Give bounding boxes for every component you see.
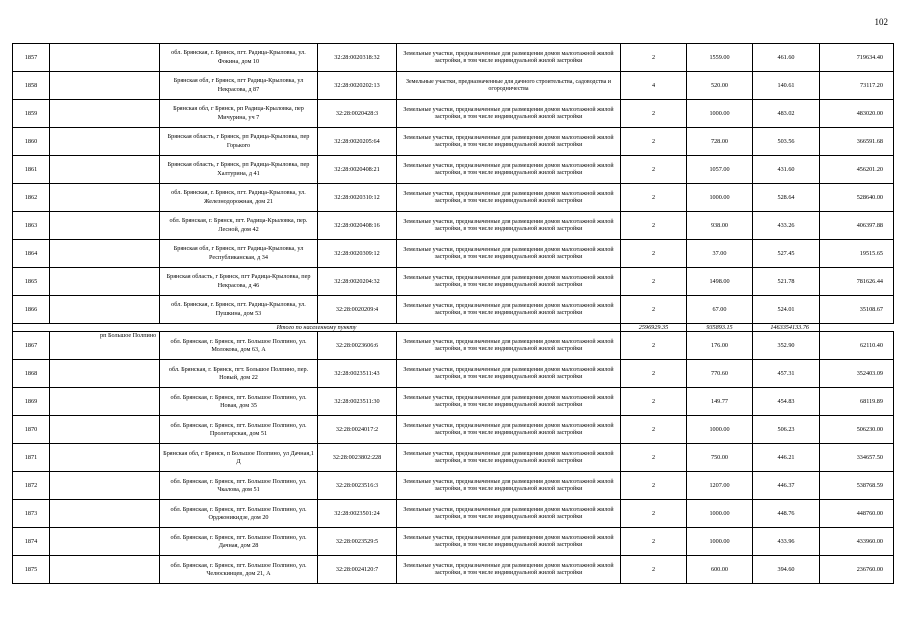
row-number: 1865	[13, 268, 50, 296]
specific-value-cell: 431.60	[753, 156, 820, 184]
address-cell: обл. Брянская, г. Брянск, пгт. Большое Полпино, ул. Новая, дом 35	[160, 388, 318, 416]
total-cost: 1463354133.76	[753, 324, 820, 332]
settlement-name: рп Большое Полпино	[50, 332, 160, 360]
use-group-cell: 2	[621, 268, 687, 296]
cadastral-number-cell: 32:28:0020318:32	[318, 44, 397, 72]
cadastral-cost-cell: 236760.00	[820, 556, 894, 584]
table-row	[13, 212, 894, 240]
cadastral-number-cell: 32:28:0020309:12	[318, 240, 397, 268]
area-cell: 1498.00	[687, 268, 753, 296]
address-cell: Брянская обл, г Брянск, рп Радица-Крыловка, пер Мичурина, уч 7	[160, 100, 318, 128]
specific-value-cell: 527.45	[753, 240, 820, 268]
area-cell: 1000.00	[687, 100, 753, 128]
table-row	[13, 128, 894, 156]
specific-value-cell: 394.60	[753, 556, 820, 584]
land-use-cell: Земельные участки, предназначенные для размещения домов малоэтажной жилой застройки, в том числе индивидуальной жилой застройки	[397, 268, 621, 296]
table-row	[13, 240, 894, 268]
use-group-cell: 2	[621, 444, 687, 472]
land-use-cell: Земельные участки, предназначенные для размещения домов малоэтажной жилой застройки, в том числе индивидуальной жилой застройки	[397, 156, 621, 184]
area-cell: 770.60	[687, 360, 753, 388]
settlement-cell	[50, 212, 160, 240]
address-cell: Брянская обл, г Брянск, пгт Радица-Крыловка, ул Некрасова, д 87	[160, 72, 318, 100]
table-row	[13, 528, 894, 556]
settlement-cell	[50, 556, 160, 584]
row-number: 1870	[13, 416, 50, 444]
table-row	[13, 296, 894, 324]
settlement-cell	[50, 416, 160, 444]
cadastral-cost-cell: 366591.68	[820, 128, 894, 156]
cadastral-number-cell: 32:28:0020310:12	[318, 184, 397, 212]
land-use-cell: Земельные участки, предназначенные для размещения домов малоэтажной жилой застройки, в том числе индивидуальной жилой застройки	[397, 528, 621, 556]
specific-value-cell: 524.01	[753, 296, 820, 324]
address-cell: Брянская обл, г Брянск, п Большое Полпино, ул Дачная,1 Д	[160, 444, 318, 472]
specific-value-cell: 506.23	[753, 416, 820, 444]
cadastral-number-cell: 32:28:0023802:228	[318, 444, 397, 472]
cadastral-cost-cell: 433960.00	[820, 528, 894, 556]
land-use-cell: Земельные участки, предназначенные для размещения домов малоэтажной жилой застройки, в том числе индивидуальной жилой застройки	[397, 472, 621, 500]
area-cell: 1207.00	[687, 472, 753, 500]
page-number: 102	[874, 17, 888, 27]
use-group-cell: 2	[621, 360, 687, 388]
address-cell: Брянская обл, г Брянск, пгт Радица-Крыловка, ул Республиканская, д 34	[160, 240, 318, 268]
land-use-cell: Земельные участки, предназначенные для дачного строительства, садоводства и огородничества	[397, 72, 621, 100]
cadastral-number-cell: 32:28:0024120:7	[318, 556, 397, 584]
table-row	[13, 472, 894, 500]
settlement-cell	[50, 388, 160, 416]
row-number: 1864	[13, 240, 50, 268]
address-cell: обл. Брянская, г. Брянск, пгт. Радица-Крыловка, пер. Лесной, дом 42	[160, 212, 318, 240]
cadastral-cost-cell: 781626.44	[820, 268, 894, 296]
cadastral-cost-cell: 538768.59	[820, 472, 894, 500]
settlement-cell	[50, 268, 160, 296]
settlement-cell	[50, 100, 160, 128]
use-group-cell: 2	[621, 240, 687, 268]
cadastral-cost-cell: 62110.40	[820, 332, 894, 360]
table-row	[13, 444, 894, 472]
cadastral-number-cell: 32:28:0020428:3	[318, 100, 397, 128]
settlement-cell	[50, 444, 160, 472]
area-cell: 67.00	[687, 296, 753, 324]
cadastral-number-cell: 32:28:0023516:3	[318, 472, 397, 500]
area-cell: 1000.00	[687, 416, 753, 444]
row-number: 1872	[13, 472, 50, 500]
use-group-cell: 2	[621, 296, 687, 324]
specific-value-cell: 461.60	[753, 44, 820, 72]
address-cell: обл. Брянская, г. Брянск, пгт. Большое Полпино, ул. Дачная, дом 28	[160, 528, 318, 556]
address-cell: обл. Брянская, г. Брянск, пгт. Большое Полпино, ул. Пролетарская, дом 51	[160, 416, 318, 444]
row-number: 1871	[13, 444, 50, 472]
cadastral-cost-cell: 483020.00	[820, 100, 894, 128]
specific-value-cell: 457.31	[753, 360, 820, 388]
settlement-total-row	[13, 324, 894, 332]
row-number: 1868	[13, 360, 50, 388]
cadastral-number-cell: 32:28:0023501:24	[318, 500, 397, 528]
area-cell: 750.00	[687, 444, 753, 472]
address-cell: обл. Брянская, г. Брянск, пгт. Радица-Крыловка, ул. Железнодорожная, дом 21	[160, 184, 318, 212]
specific-value-cell: 483.02	[753, 100, 820, 128]
cadastral-cost-cell: 19515.65	[820, 240, 894, 268]
row-number: 1869	[13, 388, 50, 416]
table-row	[13, 156, 894, 184]
address-cell: обл. Брянская, г. Брянск, пгт. Большое Полпино, ул. Челюскинцев, дом 21, А	[160, 556, 318, 584]
land-use-cell: Земельные участки, предназначенные для размещения домов малоэтажной жилой застройки, в том числе индивидуальной жилой застройки	[397, 296, 621, 324]
land-use-cell: Земельные участки, предназначенные для размещения домов малоэтажной жилой застройки, в том числе индивидуальной жилой застройки	[397, 44, 621, 72]
row-number: 1873	[13, 500, 50, 528]
table-row	[13, 556, 894, 584]
use-group-cell: 2	[621, 212, 687, 240]
area-cell: 1057.00	[687, 156, 753, 184]
use-group-cell: 2	[621, 500, 687, 528]
land-use-cell: Земельные участки, предназначенные для размещения домов малоэтажной жилой застройки, в том числе индивидуальной жилой застройки	[397, 360, 621, 388]
cadastral-number-cell: 32:28:0023511:30	[318, 388, 397, 416]
address-cell: обл. Брянская, г. Брянск, пгт. Радица-Крыловка, ул. Фокина, дом 10	[160, 44, 318, 72]
use-group-cell: 2	[621, 332, 687, 360]
specific-value-cell: 140.61	[753, 72, 820, 100]
area-cell: 938.00	[687, 212, 753, 240]
row-number: 1863	[13, 212, 50, 240]
specific-value-cell: 528.64	[753, 184, 820, 212]
land-use-cell: Земельные участки, предназначенные для размещения домов малоэтажной жилой застройки, в том числе индивидуальной жилой застройки	[397, 444, 621, 472]
cadastral-number-cell: 32:28:0020202:13	[318, 72, 397, 100]
cadastral-number-cell: 32:28:0023606:6	[318, 332, 397, 360]
area-cell: 37.00	[687, 240, 753, 268]
row-number: 1860	[13, 128, 50, 156]
specific-value-cell: 503.56	[753, 128, 820, 156]
specific-value-cell: 521.78	[753, 268, 820, 296]
land-use-cell: Земельные участки, предназначенные для размещения домов малоэтажной жилой застройки, в том числе индивидуальной жилой застройки	[397, 240, 621, 268]
cadastral-cost-cell: 528640.00	[820, 184, 894, 212]
cadastral-cost-cell: 456201.20	[820, 156, 894, 184]
table-row	[13, 268, 894, 296]
cadastral-number-cell: 32:28:0020209:4	[318, 296, 397, 324]
settlement-cell	[50, 156, 160, 184]
cadastral-number-cell: 32:28:0024017:2	[318, 416, 397, 444]
total-label: Итого по населенному пункту	[13, 324, 621, 332]
address-cell: обл. Брянская, г. Брянск, пгт. Большое Полпино, ул. Молокова, дом 63, А	[160, 332, 318, 360]
table-row	[13, 72, 894, 100]
settlement-cell	[50, 296, 160, 324]
area-cell: 149.77	[687, 388, 753, 416]
cadastral-number-cell: 32:28:0020204:32	[318, 268, 397, 296]
land-use-cell: Земельные участки, предназначенные для размещения домов малоэтажной жилой застройки, в том числе индивидуальной жилой застройки	[397, 416, 621, 444]
cadastral-cost-cell: 35108.67	[820, 296, 894, 324]
total-rate: 935893.15	[687, 324, 753, 332]
table-row	[13, 44, 894, 72]
use-group-cell: 2	[621, 184, 687, 212]
use-group-cell: 4	[621, 72, 687, 100]
use-group-cell: 2	[621, 472, 687, 500]
table-row	[13, 500, 894, 528]
settlement-cell	[50, 128, 160, 156]
specific-value-cell: 446.21	[753, 444, 820, 472]
row-number: 1866	[13, 296, 50, 324]
use-group-cell: 2	[621, 528, 687, 556]
row-number: 1861	[13, 156, 50, 184]
table-row	[13, 332, 894, 360]
area-cell: 1000.00	[687, 184, 753, 212]
settlement-cell	[50, 472, 160, 500]
row-number: 1859	[13, 100, 50, 128]
settlement-cell	[50, 500, 160, 528]
area-cell: 176.00	[687, 332, 753, 360]
specific-value-cell: 446.37	[753, 472, 820, 500]
specific-value-cell: 352.90	[753, 332, 820, 360]
address-cell: обл. Брянская, г. Брянск, пгт. Большое Полпино, пер. Новый, дом 22	[160, 360, 318, 388]
use-group-cell: 2	[621, 416, 687, 444]
table-row	[13, 416, 894, 444]
specific-value-cell: 454.83	[753, 388, 820, 416]
cadastral-cost-cell: 406397.88	[820, 212, 894, 240]
land-use-cell: Земельные участки, предназначенные для размещения домов малоэтажной жилой застройки, в том числе индивидуальной жилой застройки	[397, 332, 621, 360]
settlement-cell	[50, 360, 160, 388]
cadastral-value-table	[12, 43, 894, 584]
cadastral-number-cell: 32:28:0020408:21	[318, 156, 397, 184]
use-group-cell: 2	[621, 156, 687, 184]
use-group-cell: 2	[621, 44, 687, 72]
land-use-cell: Земельные участки, предназначенные для размещения домов малоэтажной жилой застройки, в том числе индивидуальной жилой застройки	[397, 128, 621, 156]
address-cell: обл. Брянская, г. Брянск, пгт. Большое Полпино, ул. Орджоникидзе, дом 20	[160, 500, 318, 528]
cadastral-cost-cell: 73117.20	[820, 72, 894, 100]
specific-value-cell: 448.76	[753, 500, 820, 528]
row-number: 1858	[13, 72, 50, 100]
use-group-cell: 2	[621, 100, 687, 128]
table-row	[13, 100, 894, 128]
cadastral-cost-cell: 68119.89	[820, 388, 894, 416]
land-use-cell: Земельные участки, предназначенные для размещения домов малоэтажной жилой застройки, в том числе индивидуальной жилой застройки	[397, 212, 621, 240]
cadastral-number-cell: 32:28:0020408:16	[318, 212, 397, 240]
row-number: 1867	[13, 332, 50, 360]
area-cell: 600.00	[687, 556, 753, 584]
area-cell: 1559.00	[687, 44, 753, 72]
address-cell: обл. Брянская, г. Брянск, пгт. Большое Полпино, ул. Чкалова, дом 51	[160, 472, 318, 500]
cadastral-cost-cell: 352403.09	[820, 360, 894, 388]
land-use-cell: Земельные участки, предназначенные для размещения домов малоэтажной жилой застройки, в том числе индивидуальной жилой застройки	[397, 500, 621, 528]
land-use-cell: Земельные участки, предназначенные для размещения домов малоэтажной жилой застройки, в том числе индивидуальной жилой застройки	[397, 100, 621, 128]
row-number: 1862	[13, 184, 50, 212]
area-cell: 1000.00	[687, 528, 753, 556]
use-group-cell: 2	[621, 556, 687, 584]
cadastral-cost-cell: 334657.50	[820, 444, 894, 472]
area-cell: 520.00	[687, 72, 753, 100]
row-number: 1857	[13, 44, 50, 72]
cadastral-cost-cell: 719634.40	[820, 44, 894, 72]
settlement-cell	[50, 184, 160, 212]
table-row	[13, 184, 894, 212]
specific-value-cell: 433.26	[753, 212, 820, 240]
address-cell: Брянская область, г Брянск, пгт Радица-Крыловка, пер Некрасова, д 46	[160, 268, 318, 296]
total-area: 2596929.35	[621, 324, 687, 332]
cadastral-number-cell: 32:28:0020205:64	[318, 128, 397, 156]
specific-value-cell: 433.96	[753, 528, 820, 556]
settlement-cell	[50, 240, 160, 268]
area-cell: 728.00	[687, 128, 753, 156]
settlement-cell	[50, 72, 160, 100]
use-group-cell: 2	[621, 128, 687, 156]
cadastral-number-cell: 32:28:0023511:43	[318, 360, 397, 388]
cadastral-cost-cell: 506230.00	[820, 416, 894, 444]
cadastral-number-cell: 32:28:0023529:5	[318, 528, 397, 556]
row-number: 1874	[13, 528, 50, 556]
address-cell: обл. Брянская, г. Брянск, пгт. Радица-Крыловка, ул. Пушкина, дом 53	[160, 296, 318, 324]
table-row	[13, 360, 894, 388]
address-cell: Брянская область, г Брянск, рп Радица-Крыловка, пер Горького	[160, 128, 318, 156]
settlement-cell	[50, 44, 160, 72]
address-cell: Брянская область, г Брянск, рп Радица-Крыловка, пер Халтурина, д 41	[160, 156, 318, 184]
use-group-cell: 2	[621, 388, 687, 416]
land-use-cell: Земельные участки, предназначенные для размещения домов малоэтажной жилой застройки, в том числе индивидуальной жилой застройки	[397, 556, 621, 584]
settlement-cell	[50, 528, 160, 556]
area-cell: 1000.00	[687, 500, 753, 528]
land-use-cell: Земельные участки, предназначенные для размещения домов малоэтажной жилой застройки, в том числе индивидуальной жилой застройки	[397, 184, 621, 212]
land-use-cell: Земельные участки, предназначенные для размещения домов малоэтажной жилой застройки, в том числе индивидуальной жилой застройки	[397, 388, 621, 416]
table-row	[13, 388, 894, 416]
row-number: 1875	[13, 556, 50, 584]
cadastral-cost-cell: 448760.00	[820, 500, 894, 528]
